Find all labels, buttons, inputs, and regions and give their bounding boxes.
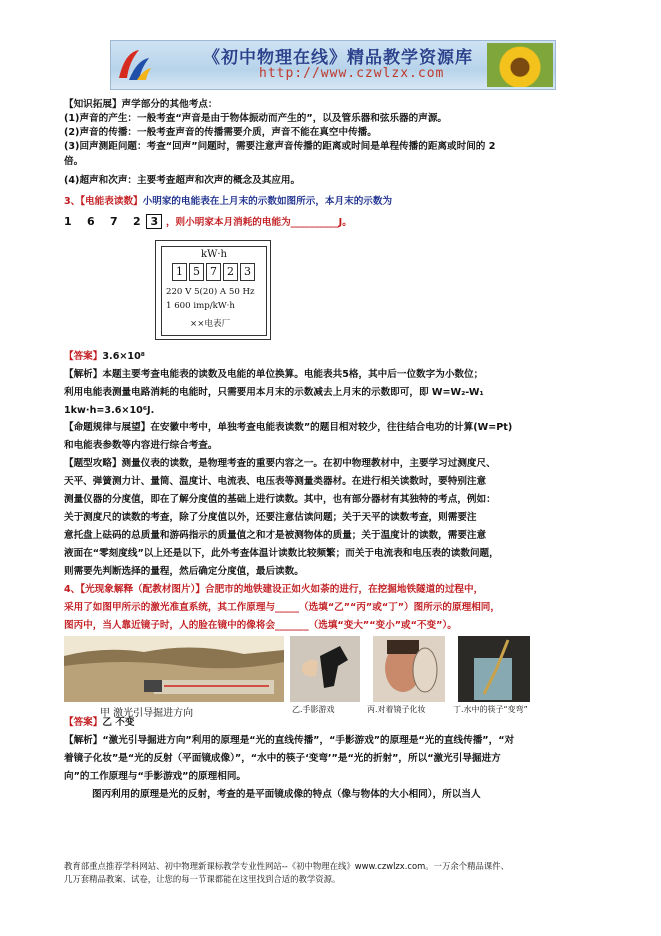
meter-digit: 5 <box>189 263 204 281</box>
question-3 <box>64 195 604 208</box>
knowledge-line: (4)超声和次声：主要考查超声和次声的概念及其应用。 <box>64 175 301 186</box>
answer-label: 【答案】 <box>64 717 103 728</box>
meter-spec: 1 600 imp/kW·h <box>166 301 235 311</box>
analysis-line: 天平、弹簧测力计、量筒、温度计、电流表、电压表等测量类器材。在进行相关读数时，要特别注意 <box>64 476 487 487</box>
caption-b: 乙.手影游戏 <box>292 705 335 714</box>
caption-d: 丁.水中的筷子“变弯” <box>453 705 528 714</box>
sunflower-image <box>487 43 553 87</box>
analysis-line: 向”的工作原理与“手影游戏”的原理相同。 <box>64 771 247 782</box>
answer-value: 乙 不变 <box>102 717 135 728</box>
question-3-label: 3、【电能表读数】 <box>64 196 143 207</box>
analysis-line: 意托盘上砝码的总质量和游码指示的质量值之和才是被测物体的质量；关于温度计的读数，需要注意 <box>64 530 487 541</box>
electricity-meter-figure <box>161 246 267 336</box>
laser-tunnel-image <box>64 636 284 702</box>
bent-chopstick-image <box>458 636 530 702</box>
analysis-line: 利用电能表测量电路消耗的电能时，只需要用本月末的示数减去上月末的示数即可，即 W=W₂-W₁ <box>64 387 484 398</box>
meter-digit: 7 <box>206 263 221 281</box>
analysis-line: 【命题规律与展望】在安徽中考中，单独考查电能表读数”的题目相对较少，往往结合电功的计算(W=Pt) <box>64 422 513 433</box>
question-3-text: 小明家的电能表在上月末的示数如图所示，本月末的示数为 <box>142 196 393 207</box>
banner-title: 《初中物理在线》精品教学资源库 <box>203 48 473 68</box>
hand-shadow-image <box>290 636 360 702</box>
analysis-line: 着镜子化妆”是“光的反射（平面镜成像）”，“水中的筷子‘变弯’”是“光的折射”，所以“激光引导掘进方 <box>64 753 501 764</box>
knowledge-line: (3)回声测距问题：考查“回声”问题时，需要注意声音传播的距离或时间是单程传播的距离或时间的 2 <box>64 141 496 152</box>
question-3-after: ，则小明家本月消耗的电能为__________J。 <box>165 217 352 228</box>
answer-label: 【答案】 <box>64 351 103 362</box>
digit: 7 <box>109 215 118 228</box>
footer-line: 几万套精品教案、试卷，让您的每一节课都能在这里找到合适的教学资源。 <box>64 874 341 884</box>
digit: 2 <box>132 215 141 228</box>
meter-spec: 220 V 5(20) A 50 Hz <box>166 287 255 297</box>
analysis-line: 则需要先判断选择的量程，然后确定分度值，最后读数。 <box>64 566 304 577</box>
answer-value: 3.6×10⁸ <box>102 351 145 362</box>
analysis-line: 图丙利用的原理是光的反射，考查的是平面镜成像的特点（像与物体的大小相同），所以当人 <box>92 789 481 800</box>
question-4: 图丙中，当人靠近镜子时，人的脸在镜中的像将会_______（选填“变大”“变小”或“不变”）。 <box>64 620 457 631</box>
analysis-line: 【解析】本题主要考查电能表的读数及电能的单位换算。电能表共5格，其中后一位数字为小数位； <box>64 369 484 380</box>
decimal-digit-box: 3 <box>146 214 162 229</box>
meter-digits <box>172 263 257 279</box>
meter-unit: kW·h <box>201 249 227 260</box>
answer-3 <box>64 350 604 363</box>
analysis-line: 【解析】“激光引导掘进方向”利用的原理是“光的直线传播”，“手影游戏”的原理是“光的直线传播”，“对 <box>64 735 515 746</box>
banner-url: http://www.czwlzx.com <box>259 66 445 81</box>
digit: 6 <box>86 215 95 228</box>
knowledge-line: (1)声音的产生：一般考查“声音是由于物体振动而产生的”，以及管乐器和弦乐器的声源。 <box>64 113 448 124</box>
question-3-digits-row <box>64 214 604 229</box>
header-banner <box>110 40 556 90</box>
knowledge-line: 倍。 <box>64 156 84 167</box>
page-footer <box>64 860 604 886</box>
answer-4 <box>64 716 604 729</box>
site-logo-icon <box>115 44 153 84</box>
meter-digit: 2 <box>223 263 238 281</box>
question-4: 采用了如图甲所示的激光准直系统，其工作原理与_____（选填“乙”“丙”或“丁”）图所示的原理相同， <box>64 602 500 613</box>
meter-digit: 3 <box>240 263 255 281</box>
digit: 1 <box>64 215 72 228</box>
knowledge-line: (2)声音的传播：一般考查声音的传播需要介质，声音不能在真空中传播。 <box>64 127 377 138</box>
analysis-line: 【题型攻略】测量仪表的读数，是物理考查的重要内容之一。在初中物理教材中，主要学习过测度尺、 <box>64 458 496 469</box>
analysis-line: 关于测度尺的读数的考查，除了分度值以外，还要注意估读问题；关于天平的读数考查，则需要注 <box>64 512 477 523</box>
knowledge-heading: 【知识拓展】声学部分的其他考点： <box>64 99 218 110</box>
caption-c: 丙.对着镜子化妆 <box>367 705 426 714</box>
analysis-line: 测量仪器的分度值，即在了解分度值的基础上进行读数。其中，也有部分器材有其独特的考点，例如： <box>64 494 496 505</box>
caption-a: 甲 激光引导掘进方向 <box>100 708 194 719</box>
mirror-makeup-image <box>373 636 445 702</box>
question-4: 4、【光现象解释（配教材图片）】合肥市的地铁建设正如火如荼的进行，在挖掘地铁隧道的过程中， <box>64 584 484 595</box>
meter-digit: 1 <box>172 263 187 281</box>
analysis-line: 和电能表参数等内容进行综合考查。 <box>64 440 218 451</box>
footer-line: 教育部重点推荐学科网站、初中物理新课标教学专业性网站--《初中物理在线》www.czwlzx.com。一万余个精品课件、 <box>64 861 510 871</box>
analysis-line: 1kw·h=3.6×10⁶J. <box>64 405 155 416</box>
meter-maker: ××电表厂 <box>190 319 231 329</box>
analysis-line: 液面在“零刻度线”以上还是以下，此外考查体温计读数比较频繁；而关于电流表和电压表的读数问题， <box>64 548 499 559</box>
